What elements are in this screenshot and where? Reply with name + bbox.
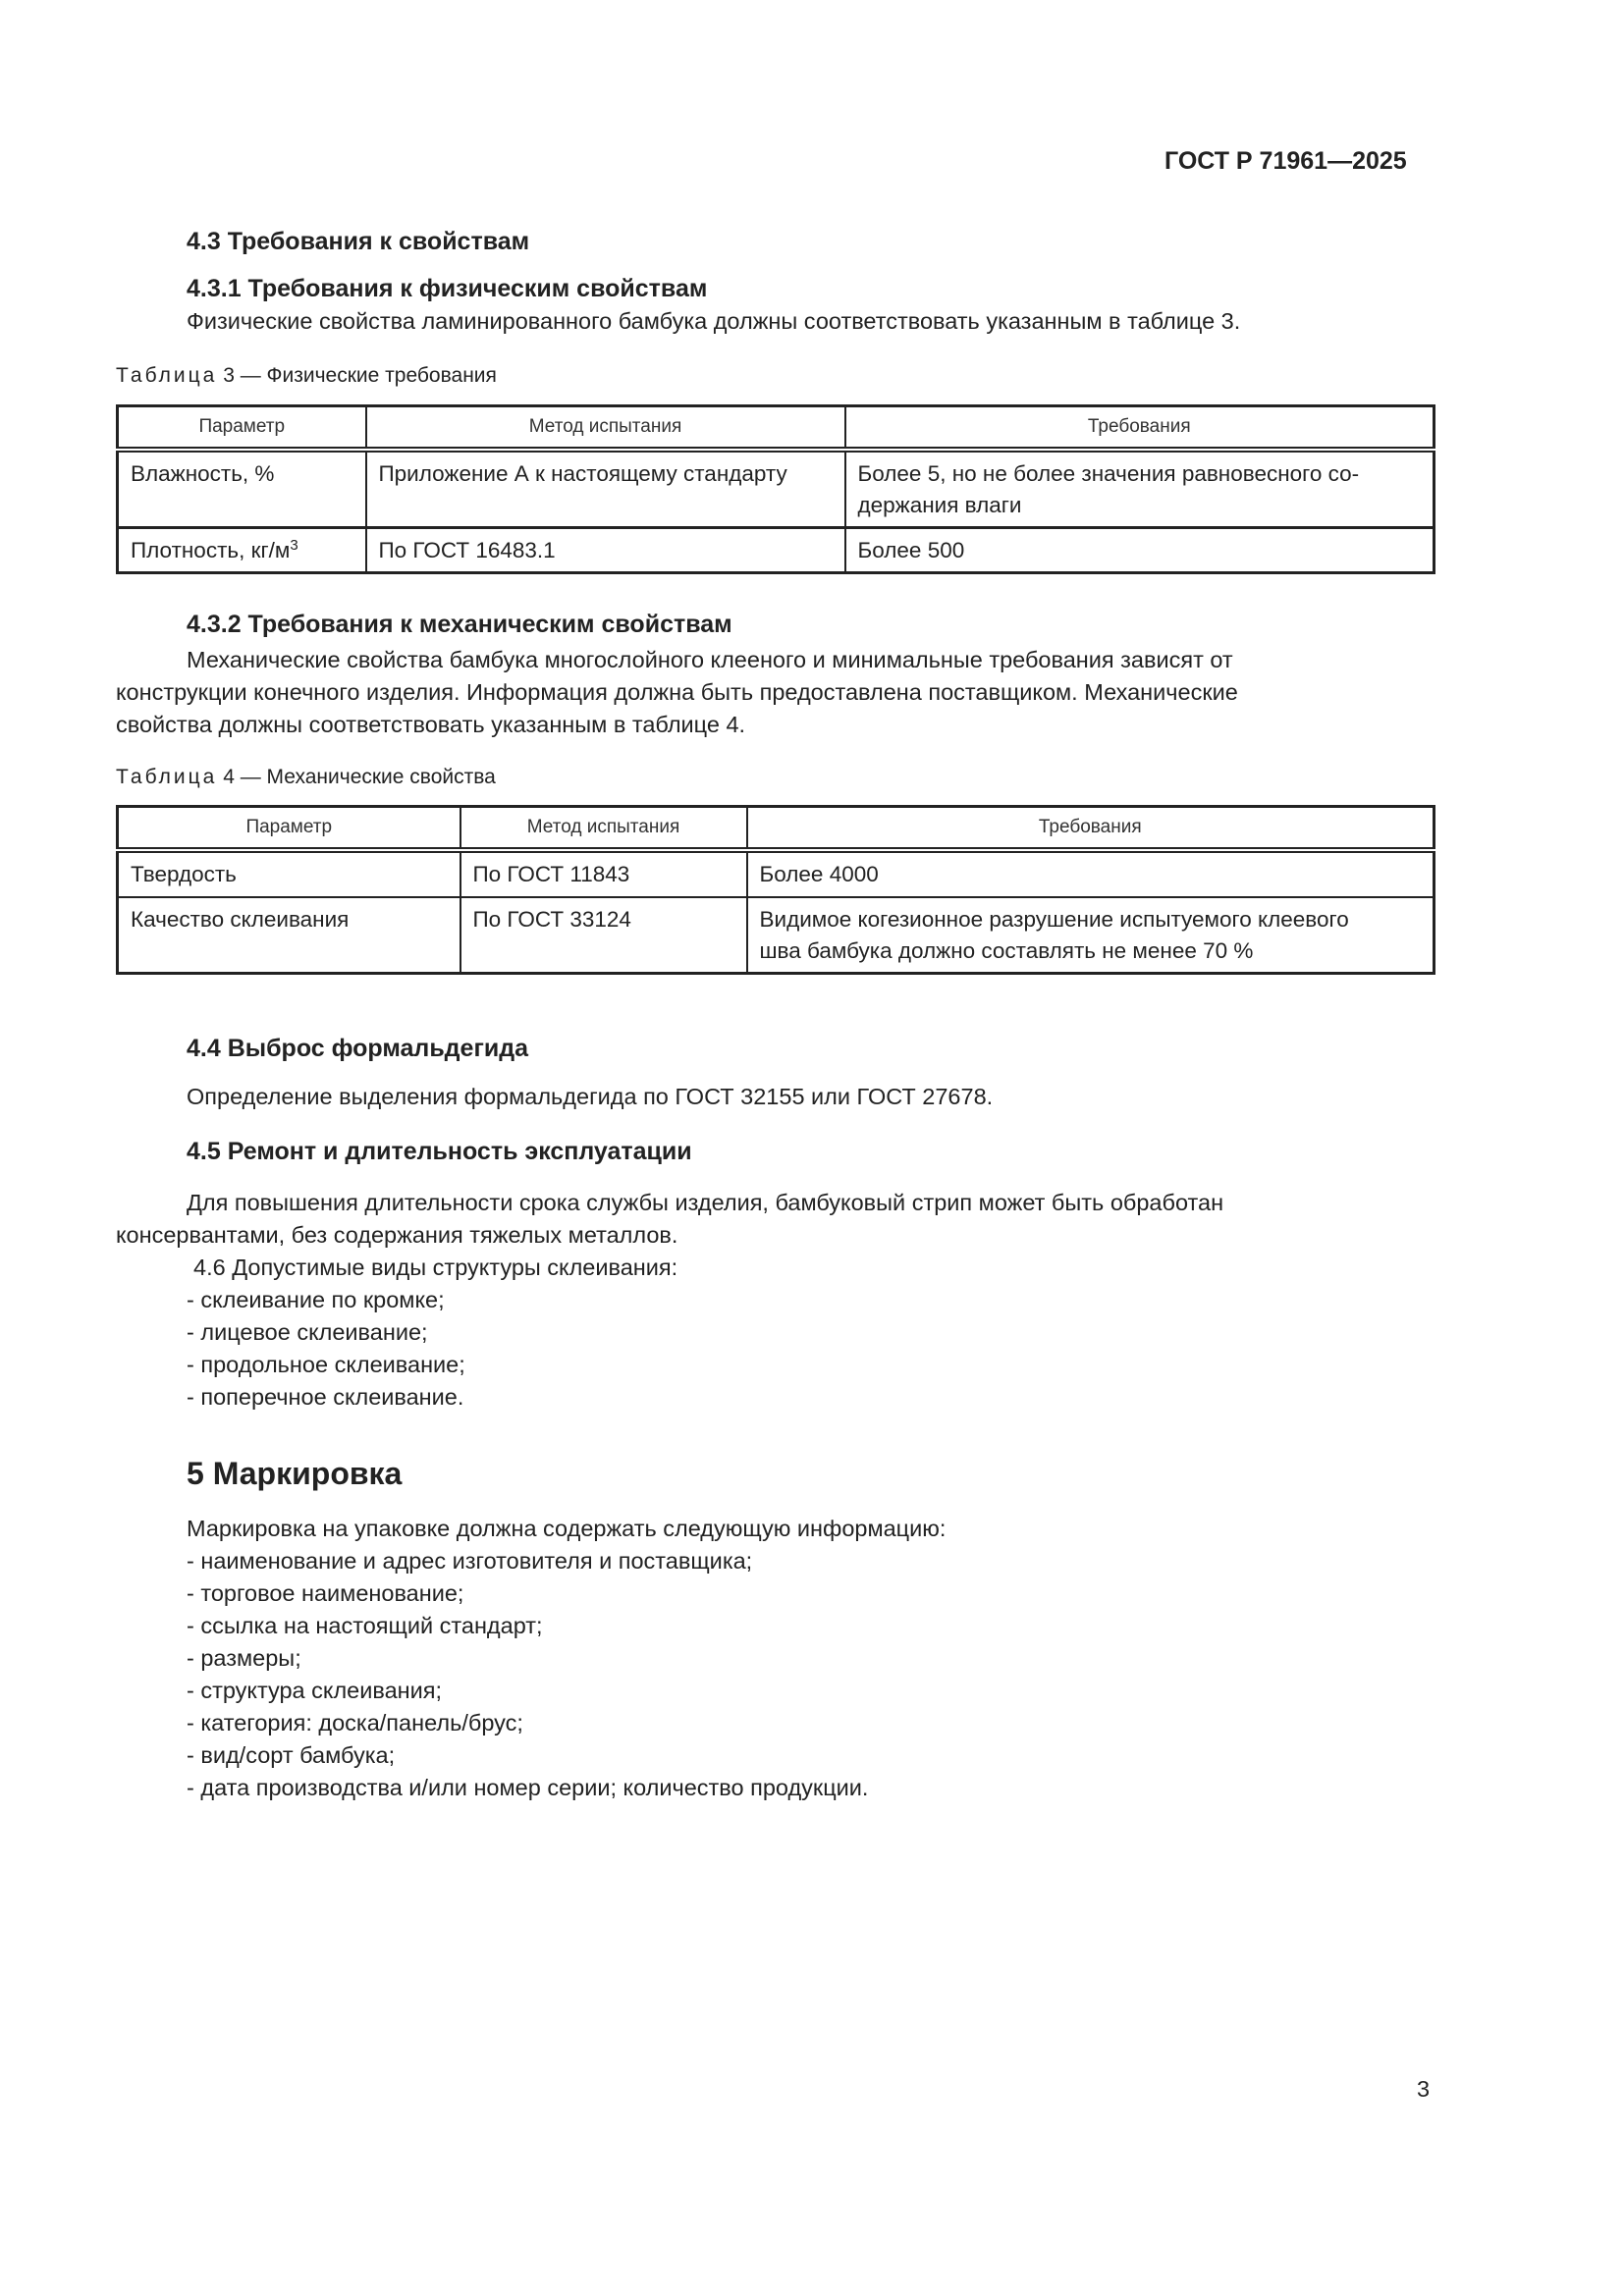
section-5-intro: Маркировка на упаковке должна содержать следующую информацию: [187, 1516, 947, 1541]
table-row [118, 528, 1435, 573]
section-4-3-2-line-1: Механические свойства бамбука многослойного клееного и минимальные требования зависят от [187, 647, 1233, 672]
cell-text: Приложение А к настоящему стандарту [378, 460, 787, 486]
table-header-row [118, 406, 1435, 450]
column-header-method: Метод испытания [366, 406, 845, 450]
caption-text: 3 — Физические требования [223, 364, 497, 387]
list-item: - дата производства и/или номер серии; количество продукции. [187, 1775, 869, 1800]
superscript: 3 [290, 537, 298, 554]
cell-text-line-1: Видимое когезионное разрушение испытуемого клеевого [759, 906, 1349, 932]
caption-prefix: Таблица [116, 364, 218, 387]
section-5-title: 5 Маркировка [187, 1456, 403, 1491]
cell-text: Более 5, но не более значения равновесного содержания влаги [857, 460, 1360, 517]
section-4-3-2-title: 4.3.2 Требования к механическим свойствам [187, 611, 732, 638]
table-row [118, 450, 1435, 528]
list-item: - категория: доска/панель/брус; [187, 1710, 523, 1735]
table-4-caption [116, 766, 496, 789]
cell-method [366, 450, 845, 528]
cell-parameter [118, 897, 460, 974]
cell-requirements [845, 528, 1435, 573]
caption-prefix: Таблица [116, 766, 218, 788]
list-item: - поперечное склеивание. [187, 1384, 464, 1410]
list-item: - структура склеивания; [187, 1678, 443, 1703]
list-item: - наименование и адрес изготовителя и поставщика; [187, 1548, 753, 1574]
column-header-requirements: Требования [747, 807, 1435, 850]
page-number: 3 [1417, 2076, 1431, 2102]
cell-text: По ГОСТ 33124 [472, 906, 631, 932]
section-4-4-title: 4.4 Выброс формальдегида [187, 1035, 529, 1062]
list-item: - лицевое склеивание; [187, 1319, 428, 1345]
cell-text: Твердость [131, 861, 237, 886]
list-item: - размеры; [187, 1645, 301, 1671]
list-item: - склеивание по кромке; [187, 1287, 445, 1312]
cell-text: Более 4000 [759, 861, 879, 886]
cell-method [366, 528, 845, 573]
table-row [118, 897, 1435, 974]
cell-requirements [747, 897, 1435, 974]
cell-method [460, 850, 747, 897]
section-4-3-title: 4.3 Требования к свойствам [187, 228, 530, 255]
column-header-parameter: Параметр [118, 406, 366, 450]
section-4-6-intro: 4.6 Допустимые виды структуры склеивания: [193, 1255, 678, 1280]
table-4-mechanical-properties [116, 805, 1435, 975]
cell-requirements [747, 850, 1435, 897]
section-4-3-1-title: 4.3.1 Требования к физическим свойствам [187, 275, 708, 302]
marking-list [187, 1545, 868, 1804]
column-header-requirements: Требования [845, 406, 1435, 450]
list-item: - продольное склеивание; [187, 1352, 465, 1377]
list-item: - ссылка на настоящий стандарт; [187, 1613, 543, 1638]
table-header-row [118, 807, 1435, 850]
cell-parameter [118, 528, 366, 573]
list-item: - торговое наименование; [187, 1580, 464, 1606]
cell-parameter [118, 850, 460, 897]
section-4-3-2-line-3: свойства должны соответствовать указанным в таблице 4. [116, 712, 746, 737]
table-row [118, 850, 1435, 897]
table-3-caption [116, 364, 497, 388]
cell-text: Плотность, кг/м [131, 538, 291, 562]
column-header-parameter: Параметр [118, 807, 460, 850]
section-4-4-text: Определение выделения формальдегида по ГОСТ 32155 или ГОСТ 27678. [187, 1084, 994, 1109]
cell-requirements [845, 450, 1435, 528]
cell-text: Влажность, % [131, 460, 275, 486]
cell-text: По ГОСТ 11843 [472, 861, 630, 886]
section-4-5-title: 4.5 Ремонт и длительность эксплуатации [187, 1138, 692, 1165]
column-header-method: Метод испытания [460, 807, 747, 850]
section-4-3-2-line-2: конструкции конечного изделия. Информация должна быть предоставлена поставщиком. Механические [116, 679, 1238, 705]
table-3-physical-requirements [116, 404, 1435, 574]
cell-text: По ГОСТ 16483.1 [378, 538, 556, 562]
section-4-5-line-2: консервантами, без содержания тяжелых металлов. [116, 1222, 678, 1248]
cell-parameter [118, 450, 366, 528]
cell-method [460, 897, 747, 974]
cell-text: Качество склеивания [131, 906, 350, 932]
section-4-3-1-text: Физические свойства ламинированного бамбука должны соответствовать указанным в таблице 3. [187, 308, 1241, 334]
caption-text: 4 — Механические свойства [223, 766, 496, 788]
section-4-5-line-1: Для повышения длительности срока службы изделия, бамбуковый стрип может быть обработан [187, 1190, 1224, 1215]
document-id: ГОСТ Р 71961—2025 [1164, 147, 1407, 175]
gluing-structure-list [187, 1284, 465, 1414]
cell-text: Более 500 [857, 538, 965, 562]
cell-text-line-2: шва бамбука должно составлять не менее 70 % [759, 937, 1254, 963]
list-item: - вид/сорт бамбука; [187, 1742, 396, 1768]
